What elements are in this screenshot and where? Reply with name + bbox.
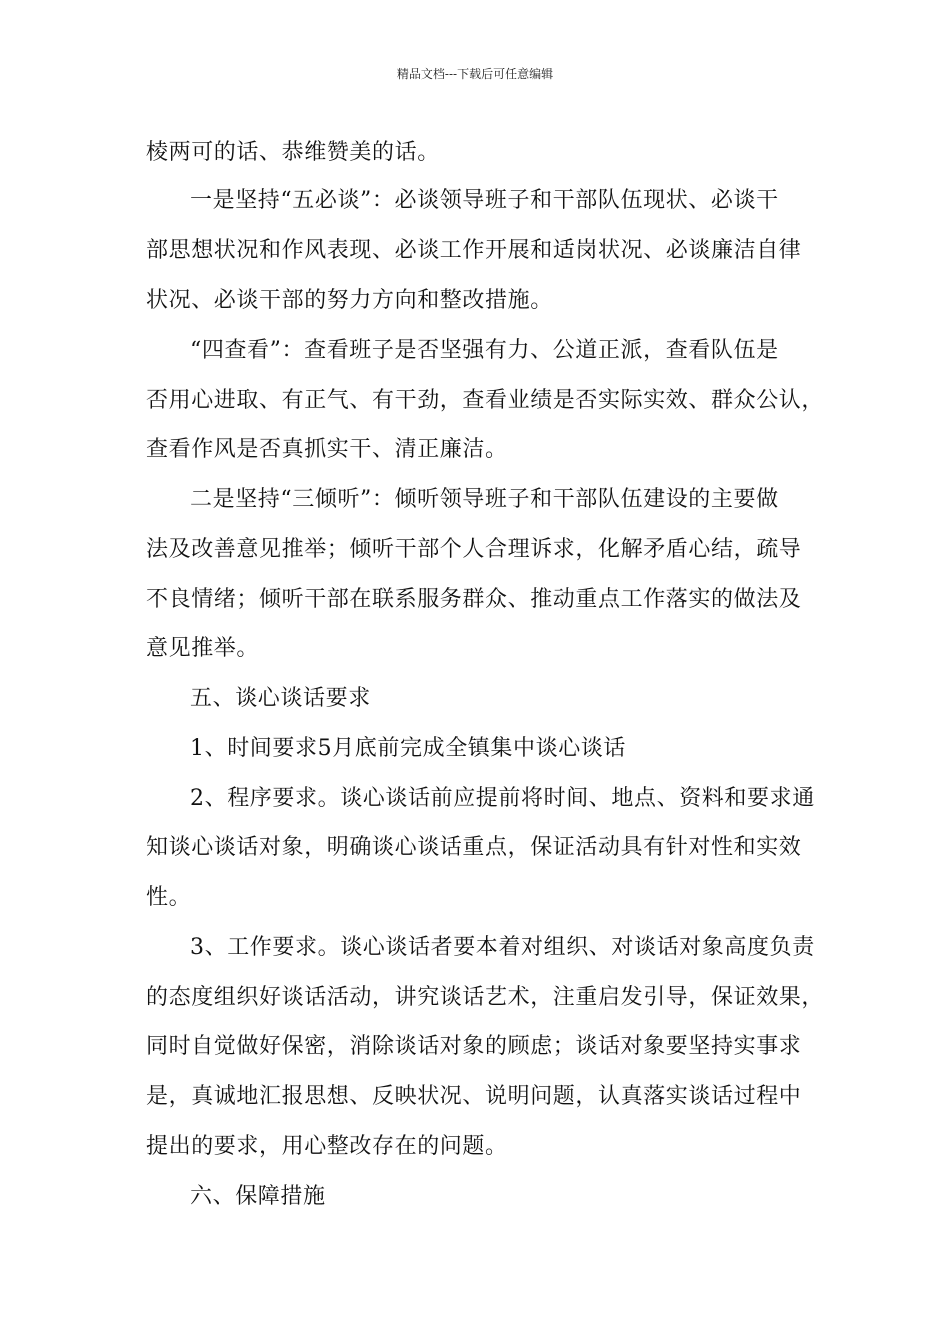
paragraph-line: 2、程序要求。谈心谈话前应提前将时间、地点、资料和要求通 bbox=[190, 786, 815, 811]
paragraph-line: 3、工作要求。谈心谈话者要本着对组织、对谈话对象高度负责 bbox=[190, 935, 815, 960]
paragraph-line: 性。 bbox=[146, 885, 192, 910]
paragraph-line: 一是坚持“五必谈”：必谈领导班子和干部队伍现状、必谈干 bbox=[190, 188, 779, 213]
section-heading: 六、保障措施 bbox=[190, 1184, 326, 1209]
paragraph-line: 意见推举。 bbox=[146, 636, 260, 661]
paragraph-line: 查看作风是否真抓实干、清正廉洁。 bbox=[146, 437, 508, 462]
section-heading: 五、谈心谈话要求 bbox=[190, 686, 371, 711]
paragraph-line: 同时自觉做好保密，消除谈话对象的顾虑；谈话对象要坚持实事求 bbox=[146, 1034, 802, 1059]
paragraph-line: 法及改善意见推举；倾听干部个人合理诉求，化解矛盾心结，疏导 bbox=[146, 537, 802, 562]
paragraph-line: 是，真诚地汇报思想、反映状况、说明问题，认真落实谈话过程中 bbox=[146, 1084, 802, 1109]
paragraph-line: 状况、必谈干部的努力方向和整改措施。 bbox=[146, 288, 553, 313]
paragraph-line: 知谈心谈话对象，明确谈心谈话重点，保证活动具有针对性和实效 bbox=[146, 835, 802, 860]
paragraph-line: 提出的要求，用心整改存在的问题。 bbox=[146, 1134, 508, 1159]
paragraph-line: 否用心进取、有正气、有干劲，查看业绩是否实际实效、群众公认， bbox=[146, 388, 825, 413]
paragraph-line: 1、时间要求5月底前完成全镇集中谈心谈话 bbox=[190, 736, 626, 761]
paragraph-line: 不良情绪；倾听干部在联系服务群众、推动重点工作落实的做法及 bbox=[146, 587, 802, 612]
paragraph-line: “四查看”：查看班子是否坚强有力、公道正派，查看队伍是 bbox=[190, 338, 779, 363]
paragraph-line: 二是坚持“三倾听”：倾听领导班子和干部队伍建设的主要做 bbox=[190, 487, 779, 512]
page-header: 精品文档---下载后可任意编辑 bbox=[396, 67, 554, 81]
paragraph-line: 部思想状况和作风表现、必谈工作开展和适岗状况、必谈廉洁自律 bbox=[146, 238, 802, 263]
paragraph-line: 棱两可的话、恭维赞美的话。 bbox=[146, 140, 440, 165]
paragraph-line: 的态度组织好谈话活动，讲究谈话艺术，注重启发引导，保证效果， bbox=[146, 985, 825, 1010]
